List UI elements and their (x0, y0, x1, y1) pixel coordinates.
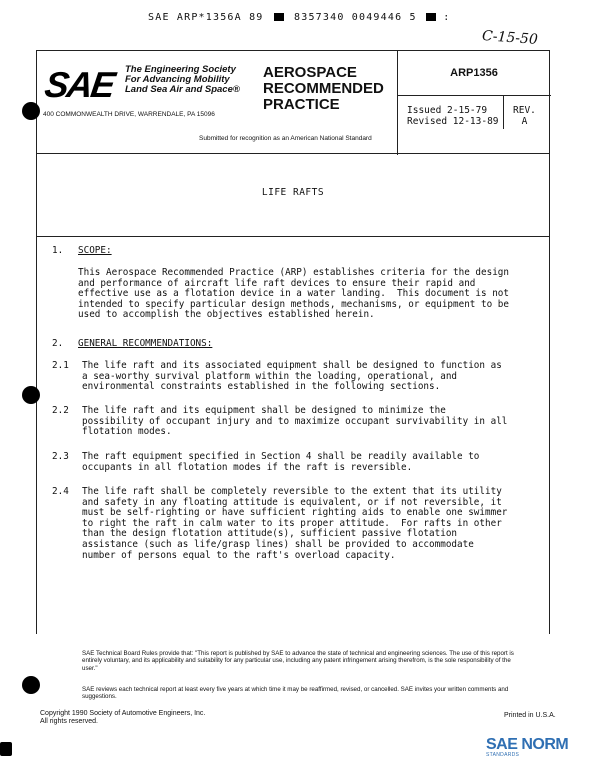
section-number: 2. (52, 338, 64, 349)
review-note: SAE reviews each technical report at least every five years at which time it may be reaffirmed, revised, or cancelled. SAE invites your written comments and suggestions. (82, 686, 509, 701)
subsection-paragraph: The life raft and its equipment shall be designed to minimize the possibility of occupant injury and to maximize occupant survivability in all flotation modes. (82, 405, 508, 438)
copyright-line: Copyright 1990 Society of Automotive Engineers, Inc. (40, 710, 206, 717)
barcode-mark-icon (426, 13, 436, 21)
revision-label: REV. (513, 105, 536, 116)
document-number: ARP1356 (450, 67, 498, 79)
document-type (263, 65, 384, 113)
revision (513, 105, 536, 127)
punch-hole-icon (22, 102, 40, 120)
society-line: Land Sea Air and Space® (125, 84, 240, 95)
subsection-paragraph: The life raft and its associated equipment shall be designed to function as a sea-worthy survival platform within the loading, operational, and environmental constraints established in the following sections. (82, 360, 502, 393)
document-type-line: PRACTICE (263, 96, 340, 113)
divider (503, 95, 504, 129)
issued-date: Issued 2-15-79 (407, 105, 488, 116)
revision-value: A (521, 116, 528, 127)
divider (397, 95, 551, 96)
copyright-line: All rights reserved. (40, 718, 98, 725)
barcode-mark-icon (274, 13, 284, 21)
watermark-main: SAE NORM (486, 736, 569, 753)
document-type-line: RECOMMENDED (263, 80, 384, 97)
document-header (36, 50, 550, 154)
submitted-note: Submitted for recognition as an American National Standard (199, 135, 372, 142)
document-id-prefix: SAE ARP*1356A 89 (148, 12, 264, 23)
document-type-line: AEROSPACE (263, 64, 357, 81)
punch-hole-icon (22, 676, 40, 694)
document-id-code: 8357340 0049446 5 (294, 12, 417, 23)
subsection-number: 2.2 (52, 405, 69, 416)
issue-dates (407, 105, 499, 127)
subsection-number: 2.4 (52, 486, 69, 497)
printed-location: Printed in U.S.A. (504, 712, 556, 719)
handwritten-note: C-15-50 (481, 28, 539, 48)
section-heading: SCOPE: (78, 245, 112, 256)
watermark-sub: STANDARDS (486, 752, 520, 758)
scan-corner-mark-icon (0, 742, 12, 756)
subsection-number: 2.3 (52, 451, 69, 462)
sae-norm-watermark (486, 736, 568, 758)
document-id-suffix: : (443, 12, 451, 23)
society-line: The Engineering Society (125, 64, 236, 75)
society-line: For Advancing Mobility (125, 74, 230, 85)
section-paragraph: This Aerospace Recommended Practice (ARP) establishes criteria for the design and performance of aircraft life raft devices to ensure their rapid and effective use as a flotation device in a water landing. This document is not intended to specify particular design methods, mechanisms, or equipment to be used to accomplish the objectives established herein. (78, 267, 509, 321)
subsection-number: 2.1 (52, 360, 69, 371)
society-tagline (125, 65, 240, 95)
board-rules-note: SAE Technical Board Rules provide that: "This report is published by SAE to advance the state of technical and engineering sciences. The use of this report is entirely voluntary, and its applicability and suitability for any particular use, including any patent infringement arising therefrom, is the sole responsibility of the user." (82, 650, 514, 672)
document-body-frame (36, 154, 550, 634)
sae-logo: SAE (42, 64, 116, 105)
revised-date: Revised 12-13-89 (407, 116, 499, 127)
subsection-paragraph: The life raft shall be completely reversible to the extent that its utility and safety in any floating attitude is equivalent, or if not reversible, it must be self-righting or have sufficient righting aids to enable one swimmer to right the raft in calm water to its proper attitude. For rafts in other than the design flotation attitude(s), sufficient passive flotation assistance (such as life/grasp lines) shall be provided to accommodate number of persons equal to the raft's overload capacity. (82, 486, 508, 561)
society-address: 400 COMMONWEALTH DRIVE, WARRENDALE, PA 15096 (43, 111, 215, 118)
section-heading: GENERAL RECOMMENDATIONS: (78, 338, 213, 349)
copyright (40, 710, 205, 726)
punch-hole-icon (22, 386, 40, 404)
section-number: 1. (52, 245, 64, 256)
document-id-line (148, 12, 450, 23)
divider (36, 236, 550, 237)
document-title: LIFE RAFTS (261, 187, 325, 198)
subsection-paragraph: The raft equipment specified in Section 4 shall be readily available to occupants in all flotation modes if the raft is reversible. (82, 451, 480, 473)
